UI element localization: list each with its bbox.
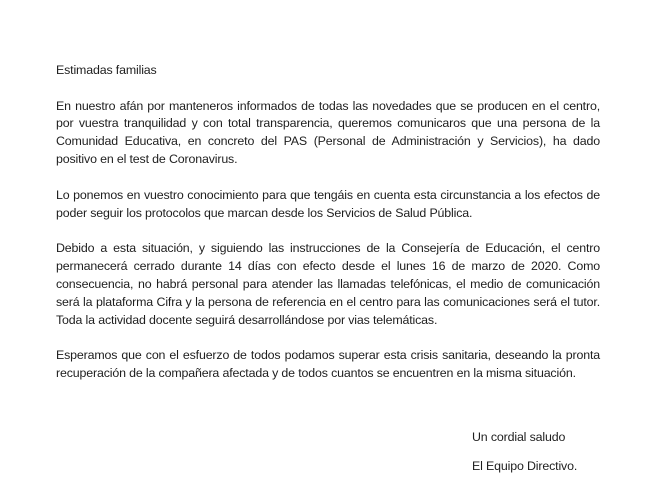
letter-greeting: Estimadas familias bbox=[56, 63, 157, 77]
letter-body bbox=[56, 62, 600, 401]
letter-salutation: Un cordial saludo bbox=[472, 430, 566, 444]
letter-signature: El Equipo Directivo. bbox=[472, 459, 578, 473]
paragraph-protocols: Lo ponemos en vuestro conocimiento para que tengáis en cuenta esta circunstancia a los efectos de poder seguir los protocolos que marcan desde los Servicios de Salud Pública. bbox=[56, 187, 600, 220]
paragraph-announcement: En nuestro afán por manteneros informados de todas las novedades que se producen en el centro, por vuestra tranquilidad y con total transparencia, queremos comunicaros que una persona de la Comunidad Educativa, en concreto del PAS (Personal de Administración y Servicios), ha dado positivo en el test de Coronavirus. bbox=[56, 98, 600, 166]
paragraph-wishes: Esperamos que con el esfuerzo de todos podamos superar esta crisis sanitaria, deseando la pronta recuperación de la compañera afectada y de todos cuantos se encuentren en la misma situación. bbox=[56, 348, 600, 381]
paragraph-closure: Debido a esta situación, y siguiendo las instrucciones de la Consejería de Educación, el centro permanecerá cerrado durante 14 días con efecto desde el lunes 16 de marzo de 2020. Como consecuencia, no habrá personal para atender las llamadas telefónicas, el medio de comunicación será la plataforma Cifra y la persona de referencia en el centro para las comunicaciones será el tutor. Toda la actividad docente seguirá desarrollándose por vias telemáticas. bbox=[56, 241, 600, 327]
